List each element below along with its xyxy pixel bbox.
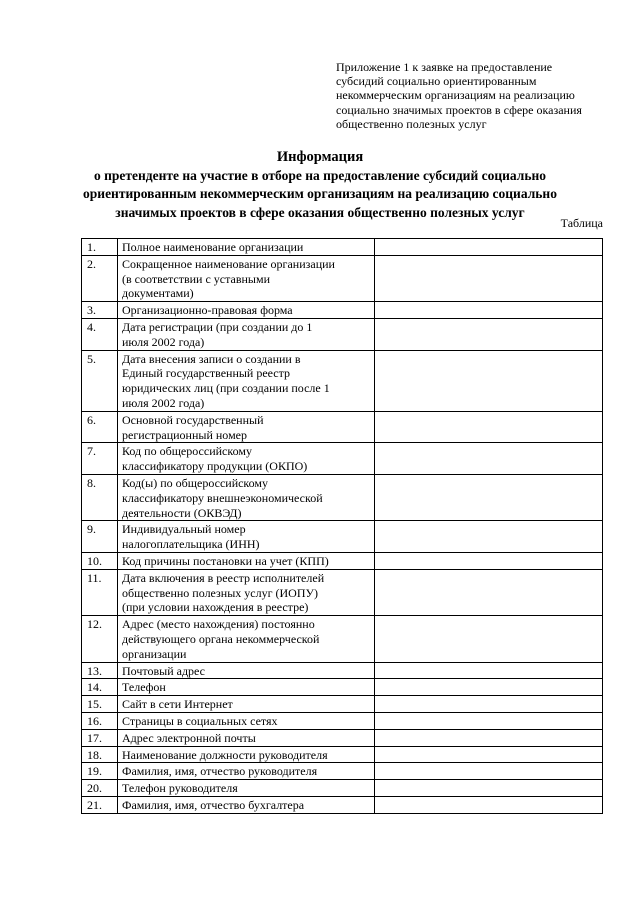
row-number: 20. xyxy=(82,780,118,797)
appendix-line: некоммерческим организациям на реализацию xyxy=(336,88,575,103)
table-row xyxy=(82,521,603,553)
row-label-line: (при условии нахождения в реестре) xyxy=(122,600,309,615)
row-label-line: Дата включения в реестр исполнителей xyxy=(122,570,325,585)
table-row xyxy=(82,411,603,443)
row-value-cell[interactable] xyxy=(375,712,603,729)
row-label xyxy=(118,302,375,319)
row-label-line: Телефон руководителя xyxy=(122,781,238,796)
row-value-cell[interactable] xyxy=(375,569,603,615)
appendix-note xyxy=(336,60,616,131)
row-label xyxy=(118,780,375,797)
table-row xyxy=(82,350,603,411)
table-row xyxy=(82,729,603,746)
row-value-cell[interactable] xyxy=(375,746,603,763)
table-row xyxy=(82,679,603,696)
row-value-cell[interactable] xyxy=(375,350,603,411)
row-label-line: Организационно-правовая форма xyxy=(122,303,293,318)
row-label-line: Фамилия, имя, отчество бухгалтера xyxy=(122,797,305,812)
table-row xyxy=(82,255,603,301)
row-number: 7. xyxy=(82,443,118,475)
table-row xyxy=(82,318,603,350)
row-number: 8. xyxy=(82,474,118,520)
row-label-line: Код(ы) по общероссийскому xyxy=(122,475,269,490)
row-label-line: июля 2002 года) xyxy=(122,334,205,349)
row-value-cell[interactable] xyxy=(375,796,603,813)
row-label xyxy=(118,474,375,520)
table-row xyxy=(82,796,603,813)
appendix-line: общественно полезных услуг xyxy=(336,116,487,131)
row-label xyxy=(118,569,375,615)
row-label-line: Полное наименование организации xyxy=(122,240,304,254)
table-row xyxy=(82,763,603,780)
row-number: 10. xyxy=(82,552,118,569)
row-label-line: Код по общероссийскому xyxy=(122,444,252,459)
row-label xyxy=(118,521,375,553)
row-value-cell[interactable] xyxy=(375,696,603,713)
row-value-cell[interactable] xyxy=(375,255,603,301)
row-number: 11. xyxy=(82,569,118,615)
row-label-line: организации xyxy=(122,646,187,661)
row-number: 5. xyxy=(82,350,118,411)
row-value-cell[interactable] xyxy=(375,239,603,256)
row-label-line: документами) xyxy=(122,286,194,301)
row-label xyxy=(118,696,375,713)
row-number: 6. xyxy=(82,411,118,443)
heading-line: о претенденте на участие в отборе на предоставление субсидий социально xyxy=(93,167,547,183)
row-label-line: Адрес электронной почты xyxy=(122,730,256,745)
row-value-cell[interactable] xyxy=(375,411,603,443)
table-row xyxy=(82,552,603,569)
table-row xyxy=(82,746,603,763)
heading-line: ориентированным некоммерческим организациям на реализацию социально xyxy=(83,186,557,201)
row-label xyxy=(118,255,375,301)
row-label-line: Наименование должности руководителя xyxy=(122,747,328,762)
row-value-cell[interactable] xyxy=(375,521,603,553)
row-value-cell[interactable] xyxy=(375,318,603,350)
table-body xyxy=(82,239,603,814)
table-row xyxy=(82,780,603,797)
row-label-line: юридических лиц (при создании после 1 xyxy=(122,381,330,396)
table-row xyxy=(82,239,603,256)
row-label xyxy=(118,796,375,813)
row-label-line: (в соответствии с уставными xyxy=(122,271,271,286)
row-label-line: Фамилия, имя, отчество руководителя xyxy=(122,764,318,779)
row-label-line: Основной государственный xyxy=(122,412,264,427)
heading-line: значимых проектов в сфере оказания общественно полезных услуг xyxy=(115,204,525,220)
row-value-cell[interactable] xyxy=(375,302,603,319)
row-label xyxy=(118,239,375,256)
row-number: 13. xyxy=(82,662,118,679)
row-label-line: Почтовый адрес xyxy=(122,663,206,678)
row-number: 18. xyxy=(82,746,118,763)
row-label-line: классификатору продукции (ОКПО) xyxy=(122,459,308,474)
row-label-line: Индивидуальный номер xyxy=(122,522,246,537)
table-row xyxy=(82,696,603,713)
document-heading xyxy=(30,148,610,222)
table-caption: Таблица xyxy=(560,216,603,230)
row-number: 14. xyxy=(82,679,118,696)
row-value-cell[interactable] xyxy=(375,552,603,569)
row-value-cell[interactable] xyxy=(375,662,603,679)
row-label-line: классификатору внешнеэкономической xyxy=(122,490,323,505)
row-number: 9. xyxy=(82,521,118,553)
row-label-line: Телефон xyxy=(122,680,166,695)
row-number: 21. xyxy=(82,796,118,813)
table-row xyxy=(82,662,603,679)
row-label xyxy=(118,763,375,780)
row-value-cell[interactable] xyxy=(375,729,603,746)
applicant-info-table xyxy=(81,238,603,814)
row-value-cell[interactable] xyxy=(375,474,603,520)
row-number: 1. xyxy=(82,239,118,256)
table-row xyxy=(82,443,603,475)
row-value-cell[interactable] xyxy=(375,616,603,662)
row-label-line: Дата регистрации (при создании до 1 xyxy=(122,319,313,334)
row-label xyxy=(118,746,375,763)
table-row xyxy=(82,474,603,520)
row-label-line: Страницы в социальных сетях xyxy=(122,713,278,728)
row-label xyxy=(118,662,375,679)
appendix-line: социально значимых проектов в сфере оказания xyxy=(336,102,582,117)
row-label-line: регистрационный номер xyxy=(122,427,247,442)
row-value-cell[interactable] xyxy=(375,679,603,696)
table-row xyxy=(82,712,603,729)
row-label xyxy=(118,318,375,350)
row-label-line: Код причины постановки на учет (КПП) xyxy=(122,553,329,568)
table-row xyxy=(82,302,603,319)
row-number: 15. xyxy=(82,696,118,713)
row-label-line: общественно полезных услуг (ИОПУ) xyxy=(122,585,318,600)
document-title: Информация xyxy=(276,149,364,165)
row-number: 2. xyxy=(82,255,118,301)
row-value-cell[interactable] xyxy=(375,780,603,797)
row-label xyxy=(118,443,375,475)
row-number: 17. xyxy=(82,729,118,746)
row-number: 12. xyxy=(82,616,118,662)
row-label-line: Сокращенное наименование организации xyxy=(122,256,335,271)
table-row xyxy=(82,569,603,615)
row-label-line: Сайт в сети Интернет xyxy=(122,697,233,712)
row-label xyxy=(118,729,375,746)
row-label-line: Дата внесения записи о создании в xyxy=(122,351,301,366)
row-label xyxy=(118,552,375,569)
row-value-cell[interactable] xyxy=(375,443,603,475)
row-label-line: Единый государственный реестр xyxy=(122,366,291,381)
row-number: 4. xyxy=(82,318,118,350)
appendix-line: Приложение 1 к заявке на предоставление xyxy=(336,60,553,74)
row-label-line: Адрес (место нахождения) постоянно xyxy=(122,617,315,632)
row-label xyxy=(118,679,375,696)
row-label xyxy=(118,350,375,411)
table-row xyxy=(82,616,603,662)
row-label xyxy=(118,712,375,729)
row-label xyxy=(118,616,375,662)
row-value-cell[interactable] xyxy=(375,763,603,780)
row-number: 19. xyxy=(82,763,118,780)
row-number: 16. xyxy=(82,712,118,729)
row-label-line: действующего органа некоммерческой xyxy=(122,631,320,646)
row-label-line: деятельности (ОКВЭД) xyxy=(122,505,242,520)
row-label-line: налогоплательщика (ИНН) xyxy=(122,537,260,552)
row-number: 3. xyxy=(82,302,118,319)
row-label-line: июля 2002 года) xyxy=(122,395,205,410)
row-label xyxy=(118,411,375,443)
appendix-line: субсидий социально ориентированным xyxy=(336,74,537,89)
